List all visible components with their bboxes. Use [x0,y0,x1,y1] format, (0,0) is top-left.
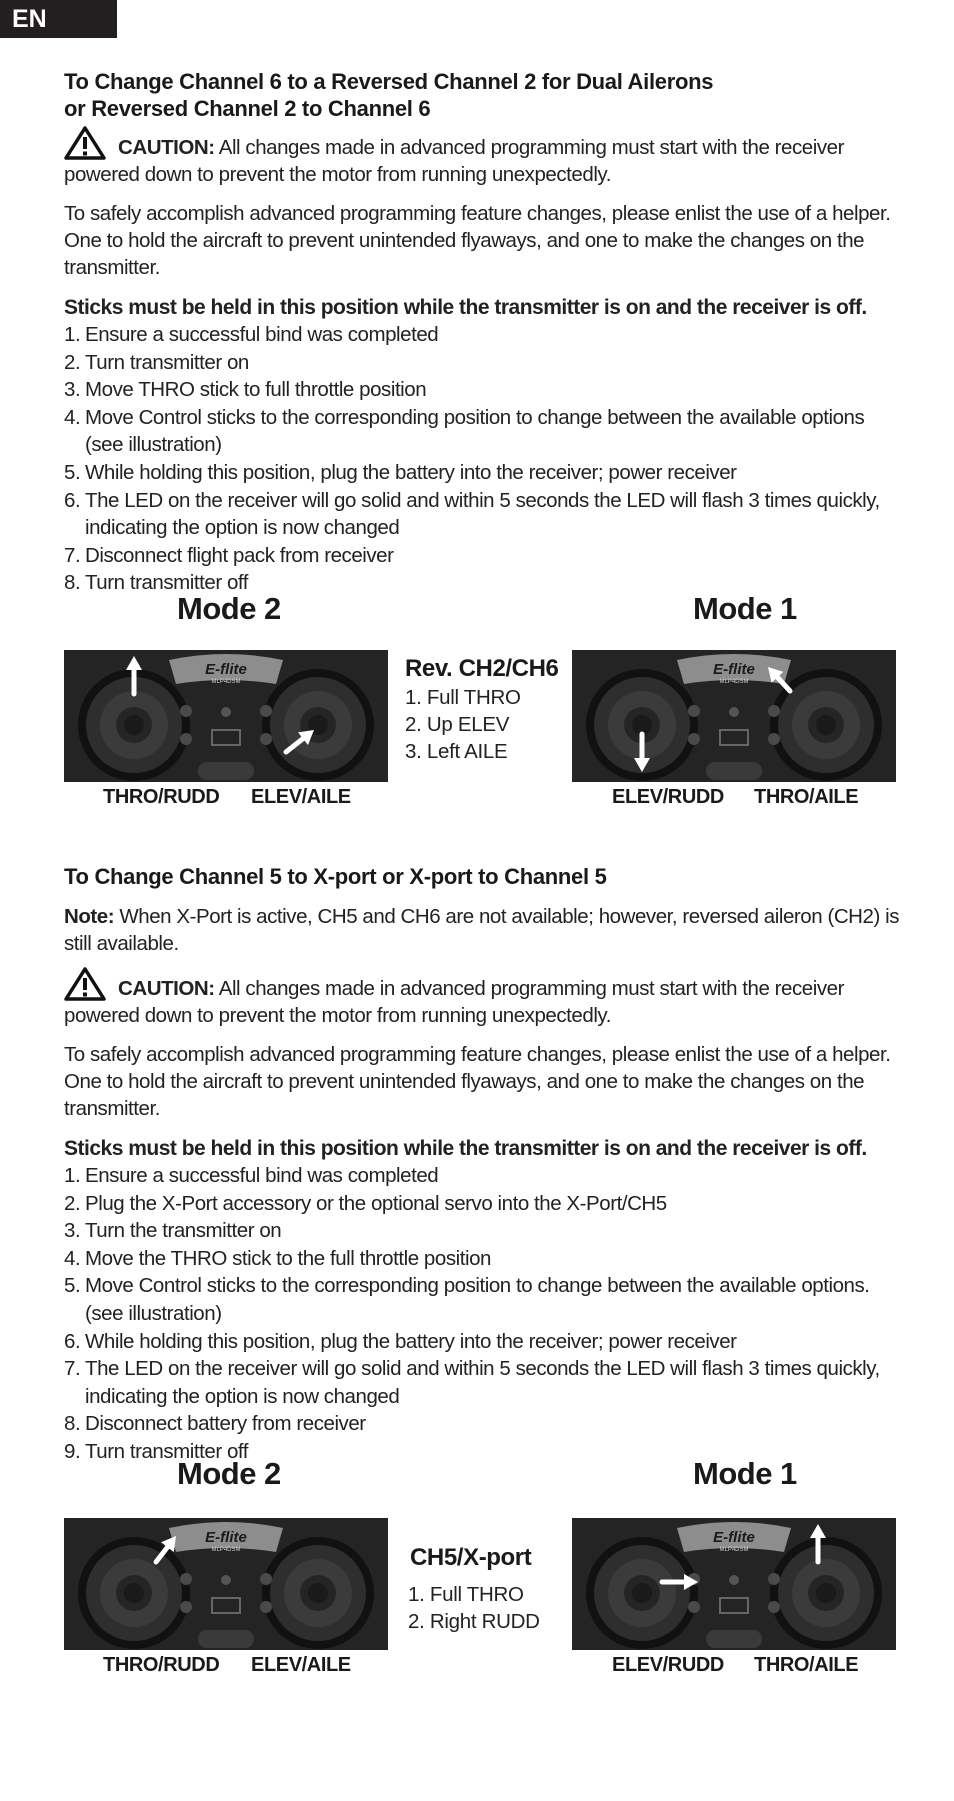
step-number: 7. [64,1357,81,1381]
fig1-mode1-title: Mode 1 [693,591,797,626]
section1-step-6 [64,487,900,542]
step-text: The LED on the receiver will go solid and within 5 seconds the LED will flash 3 times quickly, indicating the option is now changed [85,1357,880,1408]
power-switch [198,1630,254,1648]
step-number: 9. [64,1439,81,1463]
step-text: Disconnect battery from receiver [85,1412,366,1436]
fig2-caption-thro-aile: THRO/AILE [754,1654,859,1676]
fig2-option-title: CH5/X-port [410,1544,532,1571]
power-switch [706,1630,762,1648]
section-xport [64,863,900,1466]
model-label: MLP4DSM [719,1547,749,1553]
led [729,1575,739,1585]
step-text: Ensure a successful bind was completed [85,323,439,346]
step-text: Move Control sticks to the corresponding position to change between the available options (see illustration) [85,405,865,457]
step-text: Turn the transmitter on [85,1219,282,1243]
step-number: 3. [64,378,81,402]
section2-step-5 [64,1272,900,1327]
fig1-option-list: 1. Full THRO 2. Up ELEV 3. Left AILE [405,686,521,763]
step-number: 5. [64,460,81,484]
fig1-option-title: Rev. CH2/CH6 [405,655,559,682]
step-number: 4. [64,1246,81,1270]
step-number: 1. [64,1164,81,1187]
step-text: The LED on the receiver will go solid and within 5 seconds the LED will flash 3 times quickly, indicating the option is now changed [85,488,880,540]
step-text: Disconnect flight pack from receiver [85,543,394,567]
language-tab-label: EN [12,5,47,33]
section2-step-3 [64,1217,900,1245]
section1-step-4 [64,404,900,459]
led [221,707,231,717]
section2-caution: CAUTION: All changes made in advanced programming must start with the receiver powered down to prevent the motor from running unexpectedly. [64,967,900,1029]
trim-button [768,1573,780,1585]
section2-step-7 [64,1355,900,1410]
step-number: 7. [64,543,81,567]
fig1-caption-elev-rudd: ELEV/RUDD [612,786,724,808]
section2-title: To Change Channel 5 to X-port or X-port to Channel 5 [64,864,607,889]
section1-caution: CAUTION: All changes made in advanced programming must start with the receiver powered down to prevent the motor from running unexpectedly. [64,126,900,188]
section1-step-3 [64,376,900,404]
trim-button [260,1601,272,1613]
step-text: While holding this position, plug the battery into the receiver; power receiver [85,1329,737,1353]
step-text: Turn transmitter off [85,571,249,595]
fig2-caption-elev-aile: ELEV/AILE [251,1654,351,1676]
trim-button [180,1601,192,1613]
trim-button [768,1601,780,1613]
section1-step-7 [64,542,900,570]
step-text: Move Control sticks to the corresponding position to change between the available options. (see illustration) [85,1274,870,1325]
section1-step-2 [64,349,900,377]
warning-icon [64,967,106,1001]
brand-logo: E-flite [713,1529,755,1546]
trim-button [260,1573,272,1585]
section1-step-5 [64,459,900,487]
trim-button [180,733,192,745]
model-label: MLP4DSM [211,679,241,685]
warning-icon [64,126,106,160]
fig1-transmitter-mode2 [64,650,388,782]
section-reverse-ch2 [64,68,900,597]
fig1-caption-thro-aile: THRO/AILE [754,786,859,808]
section1-steps [64,321,900,597]
step-number: 4. [64,405,81,429]
led [221,1575,231,1585]
step-number: 6. [64,1329,81,1353]
section2-steps [64,1162,900,1466]
led [729,707,739,717]
brand-logo: E-flite [713,661,755,678]
section2-note: Note: When X-Port is active, CH5 and CH6 are not available; however, reversed aileron (CH2) is still available. [64,905,900,955]
section2-sticks-heading: Sticks must be held in this position while the transmitter is on and the receiver is off. [64,1137,867,1160]
trim-button [180,1573,192,1585]
step-number: 6. [64,488,81,512]
fig2-option-list: 1. Full THRO 2. Right RUDD [408,1583,540,1633]
step-text: While holding this position, plug the battery into the receiver; power receiver [85,460,737,484]
step-text: Move the THRO stick to the full throttle position [85,1246,491,1270]
step-number: 1. [64,323,81,346]
trim-button [260,705,272,717]
section1-step-1 [64,321,900,349]
fig1-transmitter-mode1 [572,650,896,782]
brand-logo: E-flite [205,1529,247,1546]
trim-button [180,705,192,717]
model-label: MLP4DSM [719,679,749,685]
fig1-caption-thro-rudd: THRO/RUDD [103,786,220,808]
section2-step-2 [64,1190,900,1218]
trim-button [768,705,780,717]
trim-button [688,705,700,717]
step-number: 8. [64,571,81,595]
section2-step-8 [64,1410,900,1438]
fig2-mode2-title: Mode 2 [177,1456,281,1491]
power-switch [706,762,762,780]
fig1-caption-elev-aile: ELEV/AILE [251,786,351,808]
fig2-transmitter-mode1 [572,1518,896,1650]
step-text: Turn transmitter off [85,1439,249,1463]
step-text: Move THRO stick to full throttle position [85,378,427,402]
section1-title: To Change Channel 6 to a Reversed Channel 2 for Dual Ailerons or Reversed Channel 2 to Channel 6 [64,69,714,121]
trim-button [688,1601,700,1613]
trim-button [688,733,700,745]
section2-step-1 [64,1162,900,1190]
step-number: 8. [64,1412,81,1436]
section1-helper-text: To safely accomplish advanced programming feature changes, please enlist the use of a helper. One to hold the aircraft to prevent unintended flyaways, and one to make the changes on the transmitter. [64,202,891,279]
section2-step-4 [64,1245,900,1273]
brand-logo: E-flite [205,661,247,678]
section1-sticks-heading: Sticks must be held in this position while the transmitter is on and the receiver is off. [64,296,867,319]
trim-button [260,733,272,745]
step-number: 5. [64,1274,81,1298]
fig2-transmitter-mode2 [64,1518,388,1650]
section2-step-6 [64,1328,900,1356]
model-label: MLP4DSM [211,1547,241,1553]
fig2-caption-thro-rudd: THRO/RUDD [103,1654,220,1676]
section2-helper-text: To safely accomplish advanced programming feature changes, please enlist the use of a helper. One to hold the aircraft to prevent unintended flyaways, and one to make the changes on the transmitter. [64,1043,891,1120]
language-tab [0,0,117,38]
fig1-mode2-title: Mode 2 [177,591,281,626]
step-number: 2. [64,1191,81,1215]
trim-button [768,733,780,745]
fig2-mode1-title: Mode 1 [693,1456,797,1491]
step-text: Turn transmitter on [85,350,249,374]
step-text: Ensure a successful bind was completed [85,1164,439,1187]
fig2-caption-elev-rudd: ELEV/RUDD [612,1654,724,1676]
power-switch [198,762,254,780]
step-number: 3. [64,1219,81,1243]
step-number: 2. [64,350,81,374]
step-text: Plug the X-Port accessory or the optional servo into the X-Port/CH5 [85,1191,667,1215]
